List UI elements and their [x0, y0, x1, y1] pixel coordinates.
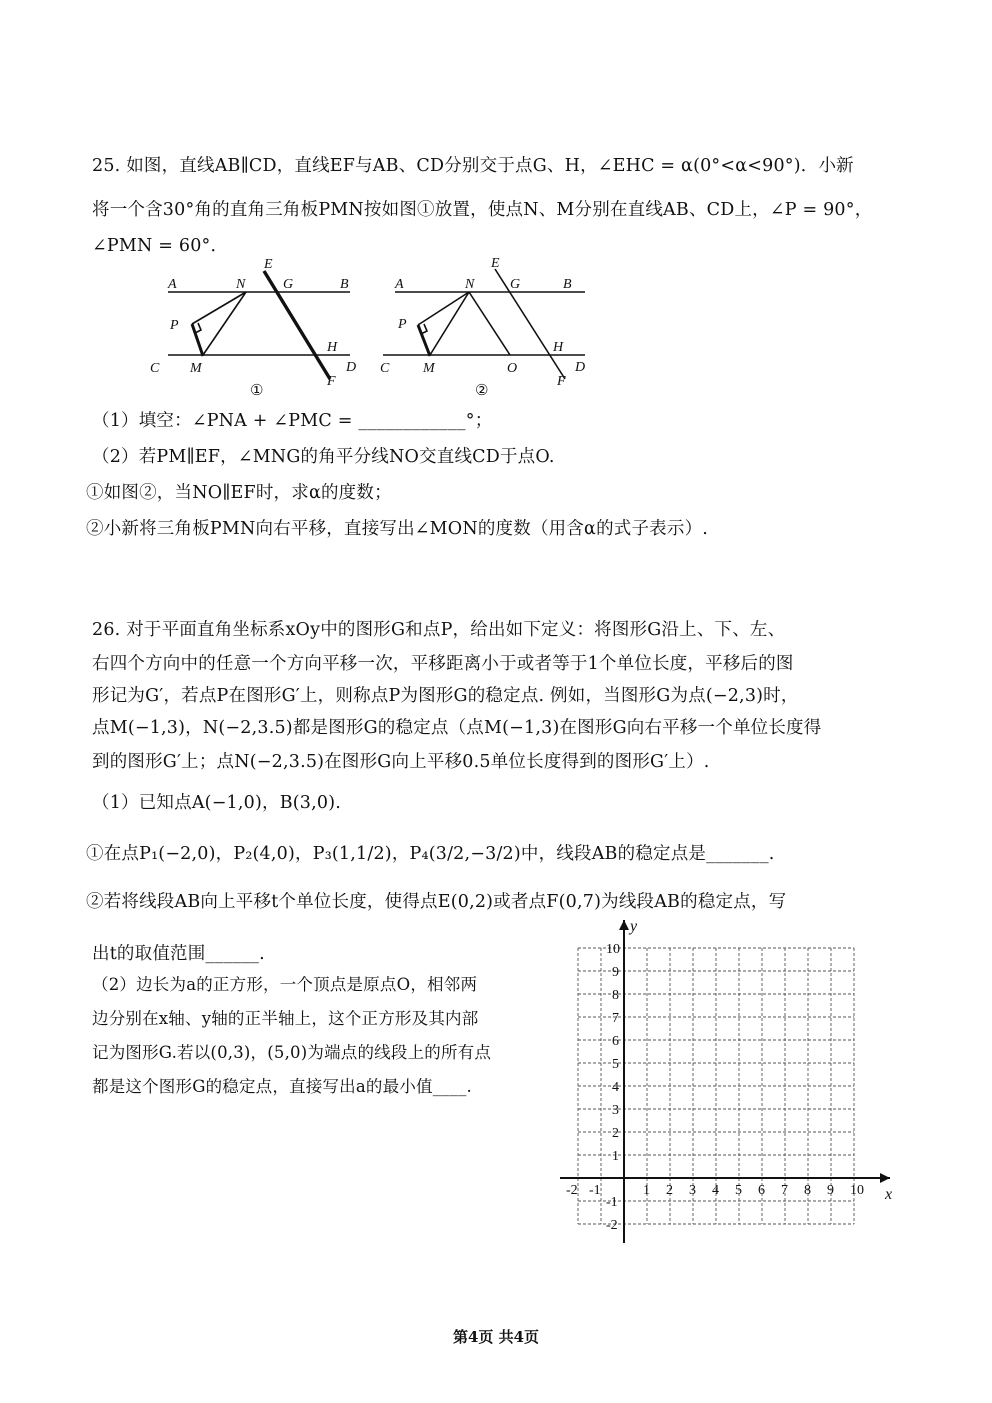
- x-tick-label: 9: [827, 1183, 834, 1198]
- x-tick-label: -1: [589, 1183, 601, 1198]
- y-tick-label: -1: [606, 1195, 618, 1210]
- q26-part2d: 都是这个图形G的稳定点，直接写出a的最小值____.: [92, 1077, 472, 1096]
- figure-2: [375, 255, 605, 400]
- y-tick-label: 10: [606, 942, 620, 957]
- fig2-label-M: M: [423, 361, 435, 376]
- fig1-label-E: E: [264, 257, 273, 272]
- fig1-label-P: P: [170, 318, 179, 333]
- y-tick-label: -2: [606, 1218, 618, 1233]
- q26-line4: 点M(−1,3)，N(−2,3.5)都是图形G的稳定点（点M(−1,3)在图形G向右平移一个单位长度得: [92, 718, 822, 738]
- q26-sub1: ①在点P₁(−2,0)，P₂(4,0)，P₃(1,1/2)，P₄(3/2,−3/2)中，线段AB的稳定点是_______.: [86, 844, 775, 864]
- x-tick-label: 6: [758, 1183, 765, 1198]
- q25-part1: （1）填空：∠PNA + ∠PMC = ____________°；: [92, 411, 493, 431]
- fig1-label-A: A: [168, 277, 177, 292]
- fig2-label-B: B: [563, 277, 572, 292]
- fig2-label-D: D: [575, 360, 586, 375]
- fig1-label-C: C: [150, 361, 160, 376]
- fig2-label-A: A: [395, 277, 404, 292]
- x-tick-label: -2: [566, 1183, 578, 1198]
- fig1-label-N: N: [236, 277, 246, 292]
- fig2-label-E: E: [491, 256, 500, 271]
- coordinate-grid: [560, 915, 900, 1245]
- x-axis-label: x: [885, 1186, 893, 1203]
- fig2-label-N: N: [465, 277, 475, 292]
- q26-part2c: 记为图形G.若以(0,3)，(5,0)为端点的线段上的所有点: [92, 1043, 492, 1062]
- fig2-label-O: O: [507, 361, 518, 376]
- fig1-label-D: D: [346, 360, 357, 375]
- y-tick-label: 9: [612, 965, 619, 980]
- y-axis-label: y: [630, 918, 638, 935]
- q25-sub2: ②小新将三角板PMN向右平移，直接写出∠MON的度数（用含α的式子表示）.: [86, 519, 709, 539]
- q26-sub2: ②若将线段AB向上平移t个单位长度，使得点E(0,2)或者点F(0,7)为线段AB的稳定点，写: [86, 892, 787, 912]
- x-tick-label: 2: [666, 1183, 673, 1198]
- q26-part2a: （2）边长为a的正方形，一个顶点是原点O，相邻两: [92, 975, 478, 994]
- q25-part2: （2）若PM∥EF，∠MNG的角平分线NO交直线CD于点O.: [92, 447, 555, 467]
- q26-line5: 到的图形G′上；点N(−2,3.5)在图形G向上平移0.5单位长度得到的图形G′上）.: [92, 752, 710, 772]
- x-tick-label: 10: [850, 1183, 864, 1198]
- q26-line3: 形记为G′，若点P在图形G′上，则称点P为图形G的稳定点. 例如，当图形G为点(−2,3)时，: [92, 686, 799, 706]
- q26-part2b: 边分别在x轴、y轴的正半轴上，这个正方形及其内部: [92, 1009, 479, 1028]
- fig1-label-B: B: [340, 277, 349, 292]
- fig2-label-C: C: [380, 361, 390, 376]
- x-tick-label: 5: [735, 1183, 742, 1198]
- q26-line2: 右四个方向中的任意一个方向平移一次，平移距离小于或者等于1个单位长度，平移后的图: [92, 654, 794, 674]
- fig1-label-F: F: [327, 374, 336, 389]
- y-tick-label: 7: [612, 1011, 619, 1026]
- q25-line3: ∠PMN = 60°．: [92, 236, 229, 256]
- figure-1: [140, 255, 370, 400]
- fig1-caption: ①: [250, 381, 264, 399]
- fig1-label-M: M: [190, 361, 202, 376]
- fig1-label-G: G: [283, 277, 294, 292]
- fig2-label-P: P: [398, 317, 407, 332]
- x-tick-label: 7: [781, 1183, 788, 1198]
- y-tick-label: 1: [612, 1149, 619, 1164]
- y-tick-label: 3: [612, 1103, 619, 1118]
- q25-sub1: ①如图②，当NO∥EF时，求α的度数；: [86, 483, 392, 503]
- y-tick-label: 2: [612, 1126, 619, 1141]
- x-tick-label: 4: [712, 1183, 719, 1198]
- q26-part1: （1）已知点A(−1,0)，B(3,0).: [92, 793, 342, 813]
- fig2-label-H: H: [553, 340, 564, 355]
- q25-line1: 25. 如图，直线AB∥CD，直线EF与AB、CD分别交于点G、H，∠EHC = α(0°<α<90°)．小新: [92, 156, 854, 176]
- fig2-caption: ②: [475, 381, 489, 399]
- y-tick-label: 8: [612, 988, 619, 1003]
- q25-line2: 将一个含30°角的直角三角板PMN按如图①放置，使点N、M分别在直线AB、CD上，∠P = 90°，: [92, 200, 873, 220]
- x-tick-label: 1: [643, 1183, 650, 1198]
- page-footer: 第4页 共4页: [452, 1328, 540, 1346]
- x-tick-label: 8: [804, 1183, 811, 1198]
- q26-line1: 26. 对于平面直角坐标系xOy中的图形G和点P，给出如下定义：将图形G沿上、下、左、: [92, 620, 786, 640]
- y-tick-label: 5: [612, 1057, 619, 1072]
- x-tick-label: 3: [689, 1183, 696, 1198]
- fig2-label-G: G: [510, 277, 521, 292]
- y-tick-label: 6: [612, 1034, 619, 1049]
- fig2-label-F: F: [557, 374, 566, 389]
- y-tick-label: 4: [612, 1080, 619, 1095]
- fig1-label-H: H: [327, 340, 338, 355]
- q26-sub2b: 出t的取值范围______.: [92, 944, 265, 964]
